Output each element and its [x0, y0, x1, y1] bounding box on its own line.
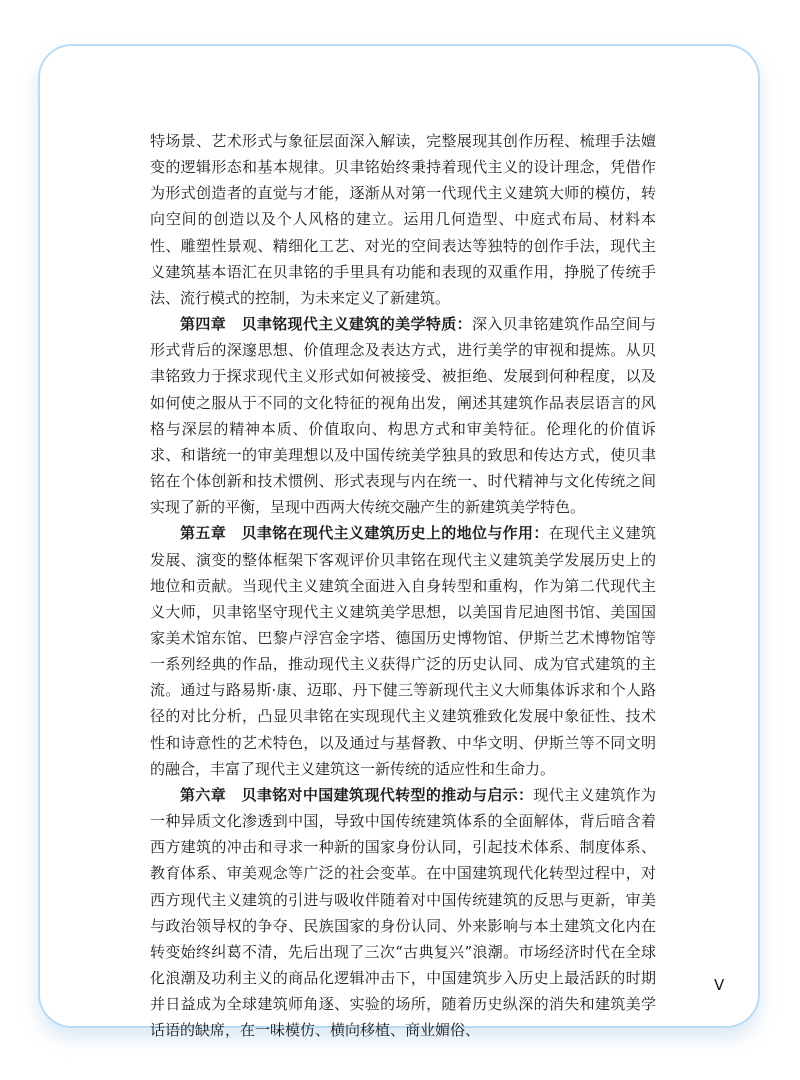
paragraph-text: 现代主义建筑作为一种异质文化渗透到中国，导致中国传统建筑体系的全面解体，背后暗含着西方建筑的冲击和寻求一种新的国家身份认同，引起技术体系、制度体系、教育体系、审美观念等广泛的社会变革。在中国建筑现代化转型过程中，对西方现代主义建筑的引进与吸收伴随着对中国传统建筑的反思与更新，审美与政治领导权的争夺、民族国家的身份认同、外来影响与本土建筑文化内在转变始终纠葛不清，先后出现了三次“古典复兴”浪潮。市场经济时代在全球化浪潮及功利主义的商品化逻辑冲击下，中国建筑步入历史上最活跃的时期并日益成为全球建筑师角逐、实验的场所，随着历史纵深的消失和建筑美学话语的缺席，在一味模仿、横向移植、商业媚俗、 [150, 785, 656, 1040]
paragraph-chapter-5 [150, 520, 656, 782]
chapter-heading: 第六章 贝聿铭对中国建筑现代转型的推动与启示： [180, 785, 534, 804]
paragraph-text: 深入贝聿铭建筑作品空间与形式背后的深邃思想、价值理念及表达方式，进行美学的审视和提炼。从贝聿铭致力于探求现代主义形式如何被接受、被拒绝、发展到何种程度，以及如何使之服从于不同的文化特征的视角出发，阐述其建筑作品表层语言的风格与深层的精神本质、价值取向、构思方式和审美特征。伦理化的价值诉求、和谐统一的审美理想以及中国传统美学独具的致思和传达方式，使贝聿铭在个体创新和技术惯例、形式表现与内在统一、时代精神与文化传统之间实现了新的平衡，呈现中西两大传统交融产生的新建筑美学特色。 [150, 315, 656, 517]
paragraph-text: 特场景、艺术形式与象征层面深入解读，完整展现其创作历程、梳理手法嬗变的逻辑形态和基本规律。贝聿铭始终秉持着现代主义的设计理念，凭借作为形式创造者的直觉与才能，逐渐从对第一代现代主义建筑大师的模仿，转向空间的创造以及个人风格的建立。运用几何造型、中庭式布局、材料本性、雕塑性景观、精细化工艺、对光的空间表达等独特的创作手法，现代主义建筑基本语汇在贝聿铭的手里具有功能和表现的双重作用，挣脱了传统手法、流行模式的控制，为未来定义了新建筑。 [150, 132, 656, 307]
paragraph-chapter-4 [150, 311, 656, 520]
paragraph-text: 在现代主义建筑发展、演变的整体框架下客观评价贝聿铭在现代主义建筑美学发展历史上的地位和贡献。当现代主义建筑全面进入自身转型和重构，作为第二代现代主义大师，贝聿铭坚守现代主义建筑美学思想，以美国肯尼迪图书馆、美国国家美术馆东馆、巴黎卢浮宫金字塔、德国历史博物馆、伊斯兰艺术博物馆等一系列经典的作品，推动现代主义获得广泛的历史认同、成为官式建筑的主流。通过与路易斯·康、迈耶、丹下健三等新现代主义大师集体诉求和个人路径的对比分析，凸显贝聿铭在实现现代主义建筑雅致化发展中象征性、技术性和诗意性的艺术特色，以及通过与基督教、中华文明、伊斯兰等不同文明的融合，丰富了现代主义建筑这一新传统的适应性和生命力。 [150, 524, 656, 778]
paragraph-chapter-6 [150, 782, 656, 1044]
document-body [150, 128, 656, 1043]
chapter-heading: 第四章 贝聿铭现代主义建筑的美学特质： [180, 315, 472, 334]
page-number: V [714, 976, 725, 994]
paragraph-continuation [150, 128, 656, 311]
chapter-heading: 第五章 贝聿铭在现代主义建筑历史上的地位与作用： [180, 524, 549, 543]
